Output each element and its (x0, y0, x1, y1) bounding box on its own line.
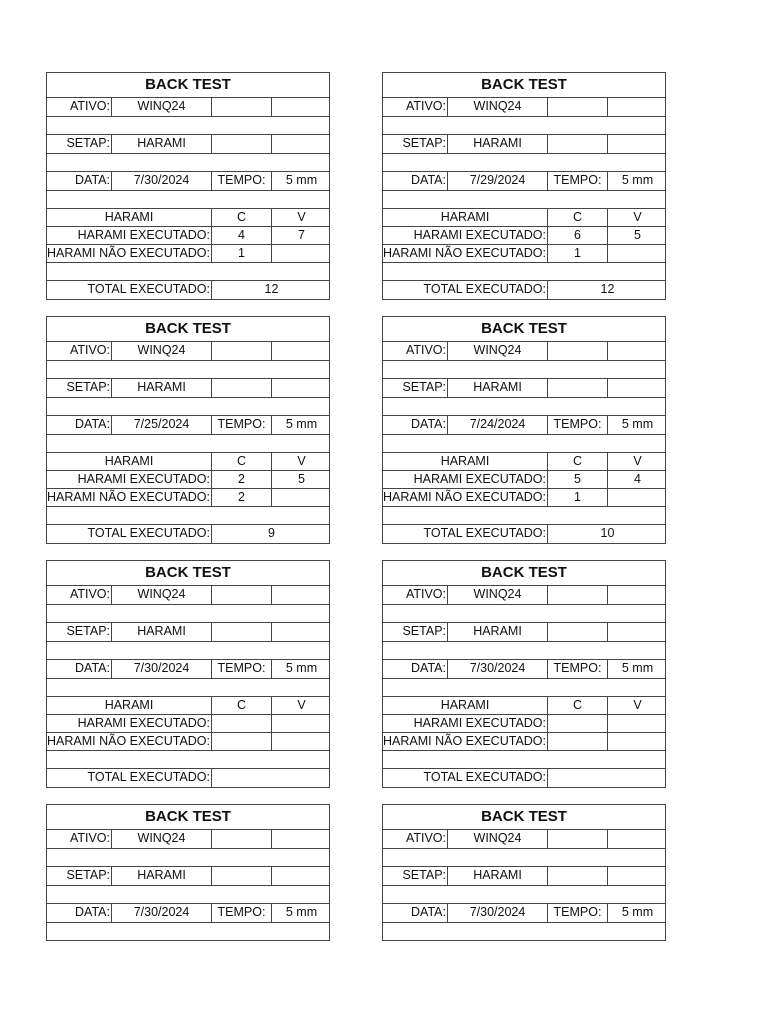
ativo-value: WINQ24 (111, 830, 211, 848)
v-label: V (607, 209, 667, 226)
tempo-label: TEMPO: (211, 904, 271, 922)
blank-row (47, 922, 329, 940)
nao-executado-v-value (271, 245, 331, 262)
empty-cell (271, 623, 331, 641)
blank-row (47, 190, 329, 208)
ativo-label: ATIVO: (405, 99, 446, 113)
ativo-row (383, 97, 665, 116)
harami-header-row (383, 452, 665, 470)
harami-executado-label: HARAMI EXECUTADO: (413, 472, 546, 486)
harami-header-row (47, 696, 329, 714)
data-row (383, 659, 665, 678)
harami-header-row (47, 208, 329, 226)
data-row (383, 415, 665, 434)
total-executado-value: 12 (211, 281, 331, 299)
data-row (47, 171, 329, 190)
blank-row (383, 678, 665, 696)
empty-cell (607, 379, 667, 397)
ativo-value: WINQ24 (447, 98, 547, 116)
setap-row (47, 134, 329, 153)
date-value: 7/29/2024 (447, 172, 547, 190)
harami-nao-executado-row (47, 488, 329, 506)
total-executado-label: TOTAL EXECUTADO: (87, 282, 210, 296)
harami-nao-executado-label: HARAMI NÃO EXECUTADO: (47, 490, 210, 504)
setap-row (383, 378, 665, 397)
date-value: 7/24/2024 (447, 416, 547, 434)
executado-c-value: 6 (547, 227, 607, 244)
ativo-value: WINQ24 (111, 586, 211, 604)
setap-label: SETAP: (66, 136, 110, 150)
c-label: C (211, 453, 271, 470)
blank-row (47, 641, 329, 659)
data-row (47, 903, 329, 922)
ativo-label: ATIVO: (69, 343, 110, 357)
executado-v-value: 5 (271, 471, 331, 488)
tempo-value: 5 mm (607, 172, 667, 190)
harami-label: HARAMI (440, 698, 490, 712)
total-executado-row (47, 524, 329, 543)
ativo-label: ATIVO: (405, 831, 446, 845)
empty-cell (271, 135, 331, 153)
total-executado-label: TOTAL EXECUTADO: (87, 526, 210, 540)
card-title: BACK TEST (145, 808, 231, 825)
ativo-row (47, 341, 329, 360)
ativo-row (383, 585, 665, 604)
setap-value: HARAMI (111, 379, 211, 397)
blank-row (47, 604, 329, 622)
back-test-card (46, 316, 330, 544)
c-label: C (211, 209, 271, 226)
executado-v-value: 5 (607, 227, 667, 244)
date-value: 7/25/2024 (111, 416, 211, 434)
total-executado-row (47, 768, 329, 787)
date-value: 7/30/2024 (111, 660, 211, 678)
empty-cell (607, 135, 667, 153)
setap-label: SETAP: (402, 624, 446, 638)
empty-cell (211, 342, 271, 360)
ativo-row (383, 341, 665, 360)
tempo-value: 5 mm (271, 904, 331, 922)
total-executado-value (211, 769, 331, 787)
card-title: BACK TEST (145, 76, 231, 93)
tempo-label: TEMPO: (547, 904, 607, 922)
data-label: DATA: (75, 173, 110, 187)
ativo-value: WINQ24 (447, 586, 547, 604)
c-label: C (211, 697, 271, 714)
harami-executado-label: HARAMI EXECUTADO: (77, 228, 210, 242)
setap-value: HARAMI (447, 623, 547, 641)
executado-v-value (271, 715, 331, 732)
data-label: DATA: (411, 173, 446, 187)
harami-nao-executado-label: HARAMI NÃO EXECUTADO: (383, 246, 546, 260)
harami-nao-executado-label: HARAMI NÃO EXECUTADO: (47, 246, 210, 260)
harami-label: HARAMI (104, 454, 154, 468)
empty-cell (607, 98, 667, 116)
v-label: V (271, 209, 331, 226)
empty-cell (211, 379, 271, 397)
nao-executado-v-value (271, 733, 331, 750)
setap-label: SETAP: (66, 868, 110, 882)
empty-cell (547, 830, 607, 848)
empty-cell (211, 586, 271, 604)
nao-executado-v-value (271, 489, 331, 506)
blank-row (47, 116, 329, 134)
empty-cell (271, 586, 331, 604)
tempo-value: 5 mm (271, 172, 331, 190)
empty-cell (547, 867, 607, 885)
tempo-value: 5 mm (271, 660, 331, 678)
harami-executado-label: HARAMI EXECUTADO: (413, 228, 546, 242)
empty-cell (607, 867, 667, 885)
ativo-label: ATIVO: (69, 587, 110, 601)
harami-header-row (47, 452, 329, 470)
setap-row (383, 866, 665, 885)
nao-executado-c-value: 2 (211, 489, 271, 506)
blank-row (383, 116, 665, 134)
blank-row (383, 885, 665, 903)
blank-row (383, 153, 665, 171)
data-label: DATA: (411, 905, 446, 919)
v-label: V (271, 697, 331, 714)
harami-label: HARAMI (104, 210, 154, 224)
harami-executado-row (47, 226, 329, 244)
nao-executado-v-value (607, 245, 667, 262)
ativo-value: WINQ24 (447, 342, 547, 360)
nao-executado-c-value: 1 (547, 245, 607, 262)
blank-row (47, 678, 329, 696)
total-executado-row (383, 280, 665, 299)
empty-cell (211, 867, 271, 885)
empty-cell (211, 830, 271, 848)
harami-executado-row (383, 470, 665, 488)
executado-v-value: 7 (271, 227, 331, 244)
v-label: V (607, 453, 667, 470)
setap-value: HARAMI (111, 867, 211, 885)
harami-executado-row (47, 714, 329, 732)
harami-label: HARAMI (440, 454, 490, 468)
back-test-card (382, 72, 666, 300)
total-executado-value: 12 (547, 281, 667, 299)
ativo-value: WINQ24 (111, 342, 211, 360)
harami-executado-row (383, 714, 665, 732)
data-label: DATA: (75, 417, 110, 431)
executado-c-value (547, 715, 607, 732)
setap-label: SETAP: (66, 624, 110, 638)
harami-nao-executado-label: HARAMI NÃO EXECUTADO: (383, 490, 546, 504)
empty-cell (607, 830, 667, 848)
executado-c-value: 4 (211, 227, 271, 244)
harami-executado-row (47, 470, 329, 488)
blank-row (383, 262, 665, 280)
blank-row (383, 922, 665, 940)
setap-row (47, 622, 329, 641)
tempo-value: 5 mm (607, 660, 667, 678)
blank-row (383, 641, 665, 659)
executado-c-value: 2 (211, 471, 271, 488)
blank-row (47, 397, 329, 415)
data-label: DATA: (411, 417, 446, 431)
total-executado-value (547, 769, 667, 787)
harami-nao-executado-label: HARAMI NÃO EXECUTADO: (47, 734, 210, 748)
setap-value: HARAMI (111, 623, 211, 641)
total-executado-row (383, 524, 665, 543)
blank-row (47, 506, 329, 524)
empty-cell (547, 98, 607, 116)
empty-cell (547, 342, 607, 360)
tempo-label: TEMPO: (211, 416, 271, 434)
back-test-card (382, 560, 666, 788)
harami-label: HARAMI (440, 210, 490, 224)
back-test-card (46, 560, 330, 788)
blank-row (47, 750, 329, 768)
back-test-card (382, 316, 666, 544)
setap-value: HARAMI (447, 379, 547, 397)
blank-row (47, 360, 329, 378)
ativo-row (47, 97, 329, 116)
tempo-value: 5 mm (607, 416, 667, 434)
setap-row (383, 134, 665, 153)
ativo-value: WINQ24 (447, 830, 547, 848)
nao-executado-c-value (211, 733, 271, 750)
harami-executado-row (383, 226, 665, 244)
back-test-card (46, 72, 330, 300)
tempo-label: TEMPO: (547, 172, 607, 190)
harami-header-row (383, 208, 665, 226)
tempo-label: TEMPO: (211, 172, 271, 190)
ativo-row (47, 829, 329, 848)
nao-executado-v-value (607, 489, 667, 506)
data-label: DATA: (75, 905, 110, 919)
harami-nao-executado-row (47, 732, 329, 750)
card-title: BACK TEST (481, 76, 567, 93)
empty-cell (547, 135, 607, 153)
executado-v-value: 4 (607, 471, 667, 488)
card-title: BACK TEST (481, 320, 567, 337)
back-test-card (46, 804, 330, 941)
tempo-label: TEMPO: (547, 660, 607, 678)
c-label: C (547, 209, 607, 226)
total-executado-label: TOTAL EXECUTADO: (423, 770, 546, 784)
tempo-label: TEMPO: (547, 416, 607, 434)
setap-row (47, 378, 329, 397)
data-row (383, 171, 665, 190)
total-executado-row (383, 768, 665, 787)
blank-row (47, 885, 329, 903)
setap-label: SETAP: (402, 868, 446, 882)
executado-c-value: 5 (547, 471, 607, 488)
tempo-value: 5 mm (271, 416, 331, 434)
tempo-label: TEMPO: (211, 660, 271, 678)
empty-cell (607, 586, 667, 604)
nao-executado-v-value (607, 733, 667, 750)
date-value: 7/30/2024 (111, 172, 211, 190)
empty-cell (547, 379, 607, 397)
harami-nao-executado-row (383, 732, 665, 750)
harami-nao-executado-row (383, 488, 665, 506)
total-executado-row (47, 280, 329, 299)
executado-v-value (607, 715, 667, 732)
total-executado-value: 10 (547, 525, 667, 543)
empty-cell (211, 623, 271, 641)
empty-cell (607, 623, 667, 641)
harami-nao-executado-row (383, 244, 665, 262)
empty-cell (271, 379, 331, 397)
setap-value: HARAMI (447, 135, 547, 153)
ativo-value: WINQ24 (111, 98, 211, 116)
harami-nao-executado-row (47, 244, 329, 262)
empty-cell (607, 342, 667, 360)
nao-executado-c-value: 1 (547, 489, 607, 506)
ativo-label: ATIVO: (405, 587, 446, 601)
blank-row (383, 190, 665, 208)
date-value: 7/30/2024 (447, 904, 547, 922)
setap-row (47, 866, 329, 885)
date-value: 7/30/2024 (447, 660, 547, 678)
harami-header-row (383, 696, 665, 714)
harami-executado-label: HARAMI EXECUTADO: (413, 716, 546, 730)
executado-c-value (211, 715, 271, 732)
harami-executado-label: HARAMI EXECUTADO: (77, 716, 210, 730)
v-label: V (607, 697, 667, 714)
empty-cell (271, 867, 331, 885)
empty-cell (211, 135, 271, 153)
empty-cell (271, 98, 331, 116)
empty-cell (271, 342, 331, 360)
empty-cell (547, 586, 607, 604)
blank-row (383, 360, 665, 378)
total-executado-label: TOTAL EXECUTADO: (423, 526, 546, 540)
total-executado-label: TOTAL EXECUTADO: (423, 282, 546, 296)
setap-value: HARAMI (111, 135, 211, 153)
empty-cell (547, 623, 607, 641)
date-value: 7/30/2024 (111, 904, 211, 922)
ativo-label: ATIVO: (69, 831, 110, 845)
data-row (47, 659, 329, 678)
blank-row (47, 153, 329, 171)
c-label: C (547, 697, 607, 714)
data-row (47, 415, 329, 434)
data-label: DATA: (75, 661, 110, 675)
c-label: C (547, 453, 607, 470)
blank-row (383, 750, 665, 768)
data-row (383, 903, 665, 922)
setap-value: HARAMI (447, 867, 547, 885)
ativo-label: ATIVO: (405, 343, 446, 357)
blank-row (383, 506, 665, 524)
blank-row (47, 434, 329, 452)
empty-cell (271, 830, 331, 848)
v-label: V (271, 453, 331, 470)
total-executado-label: TOTAL EXECUTADO: (87, 770, 210, 784)
blank-row (383, 848, 665, 866)
ativo-row (383, 829, 665, 848)
nao-executado-c-value (547, 733, 607, 750)
setap-label: SETAP: (402, 136, 446, 150)
harami-nao-executado-label: HARAMI NÃO EXECUTADO: (383, 734, 546, 748)
card-title: BACK TEST (481, 808, 567, 825)
setap-label: SETAP: (402, 380, 446, 394)
card-title: BACK TEST (481, 564, 567, 581)
setap-label: SETAP: (66, 380, 110, 394)
blank-row (383, 434, 665, 452)
harami-label: HARAMI (104, 698, 154, 712)
blank-row (383, 604, 665, 622)
setap-row (383, 622, 665, 641)
blank-row (47, 262, 329, 280)
tempo-value: 5 mm (607, 904, 667, 922)
nao-executado-c-value: 1 (211, 245, 271, 262)
card-title: BACK TEST (145, 564, 231, 581)
ativo-label: ATIVO: (69, 99, 110, 113)
empty-cell (211, 98, 271, 116)
back-test-card (382, 804, 666, 941)
ativo-row (47, 585, 329, 604)
blank-row (47, 848, 329, 866)
card-title: BACK TEST (145, 320, 231, 337)
data-label: DATA: (411, 661, 446, 675)
total-executado-value: 9 (211, 525, 331, 543)
harami-executado-label: HARAMI EXECUTADO: (77, 472, 210, 486)
blank-row (383, 397, 665, 415)
